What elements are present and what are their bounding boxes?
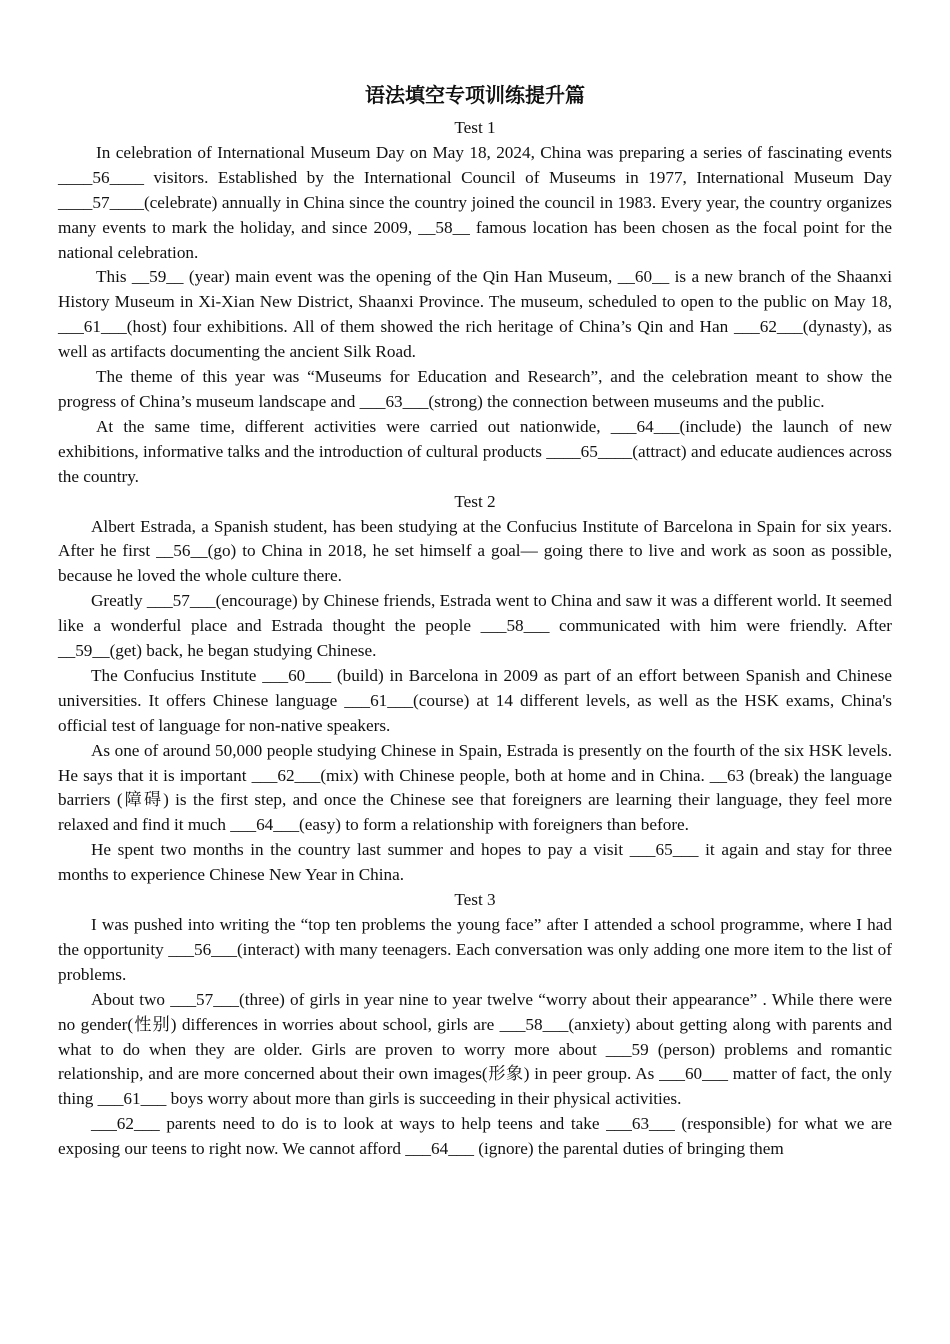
test1-paragraph-1: In celebration of International Museum Day on May 18, 2024, China was preparing a series of fascinating events ____56____ visitors. Established by the International Council of Museums in 1977, International Museum Day ____57____(celebrate) annually in China since the country joined the council in 1983. Every year, the country organizes many events to mark the holiday, and since 2009, __58__ famous location has been chosen as the focal point for the national celebration. bbox=[58, 142, 892, 262]
test2-paragraph-5: He spent two months in the country last summer and hopes to pay a visit ___65___ it again and stay for three months to experience Chinese New Year in China. bbox=[58, 840, 892, 885]
page-title: 语法填空专项训练提升篇 bbox=[365, 83, 585, 107]
test3-paragraph-3: ___62___ parents need to do is to look at ways to help teens and take ___63___ (responsible) for what we are exposing our teens to right now. We cannot afford ___64___ (ignore) the parental duties of bringing them bbox=[58, 1114, 892, 1159]
test3-paragraph-1: I was pushed into writing the “top ten problems the young face” after I attended a school programme, where I had the opportunity ___56___(interact) with many teenagers. Each conversation was only adding one more item to the list of problems. bbox=[58, 915, 892, 984]
test-heading: Test 3 bbox=[454, 890, 496, 910]
test2-paragraph-3: The Confucius Institute ___60___ (build) in Barcelona in 2009 as part of an effort between Spanish and Chinese universities. It offers Chinese language ___61___(course) at 14 different levels, as well as the HSK exams, China's official test of language for non-native speakers. bbox=[58, 665, 892, 735]
test1-paragraph-2: This __59__ (year) main event was the opening of the Qin Han Museum, __60__ is a new branch of the Shaanxi History Museum in Xi-Xian New District, Shaanxi Province. The museum, scheduled to open to the public on May 18, ___61___(host) four exhibitions. All of them showed the rich heritage of China’s Qin and Han ___62___(dynasty), as well as artifacts documenting the ancient Silk Road. bbox=[58, 267, 892, 362]
worksheet-page bbox=[58, 80, 892, 1162]
test-heading: Test 1 bbox=[454, 118, 496, 137]
test2-paragraph-4: As one of around 50,000 people studying Chinese in Spain, Estrada is presently on the fourth of the six HSK levels. He says that it is important ___62___(mix) with Chinese people, both at home and in China. __63 (break) the language barriers (障碍) is the first step, and once the Chinese see that foreigners are learning their language, they feel more relaxed and find it much ___64___(easy) to form a relationship with foreigners than before. bbox=[58, 740, 892, 835]
test2-paragraph-1: Albert Estrada, a Spanish student, has been studying at the Confucius Institute of Barcelona in Spain for six years. After he first __56__(go) to China in 2018, he set himself a goal— going there to live and work as soon as possible, because he loved the whole culture there. bbox=[58, 516, 892, 586]
test1-paragraph-3: The theme of this year was “Museums for Education and Research”, and the celebration meant to show the progress of China’s museum landscape and ___63___(strong) the connection between museums and the public. bbox=[58, 367, 892, 411]
test-heading: Test 2 bbox=[454, 491, 496, 511]
test1-paragraph-4: At the same time, different activities were carried out nationwide, ___64___(include) the launch of new exhibitions, informative talks and the introduction of cultural products ____65____(attract) and educate audiences across the country. bbox=[58, 416, 892, 486]
test2-paragraph-2: Greatly ___57___(encourage) by Chinese friends, Estrada went to China and saw it was a different world. It seemed like a wonderful place and Estrada thought the people ___58___ communicated with him were friendly. After __59__(get) back, he began studying Chinese. bbox=[58, 591, 892, 661]
test3-paragraph-2: About two ___57___(three) of girls in year nine to year twelve “worry about their appearance” . While there were no gender(性别) differences in worries about school, girls are ___58___(anxiety) about getting along with parents and what to do when they are older. Girls are proven to worry more about ___59 (person) problems and romantic relationship, and are more concerned about their own images(形象) in peer group. As ___60___ matter of fact, the only thing ___61___ boys worry about more than girls is succeeding in their physical activities. bbox=[58, 989, 892, 1109]
